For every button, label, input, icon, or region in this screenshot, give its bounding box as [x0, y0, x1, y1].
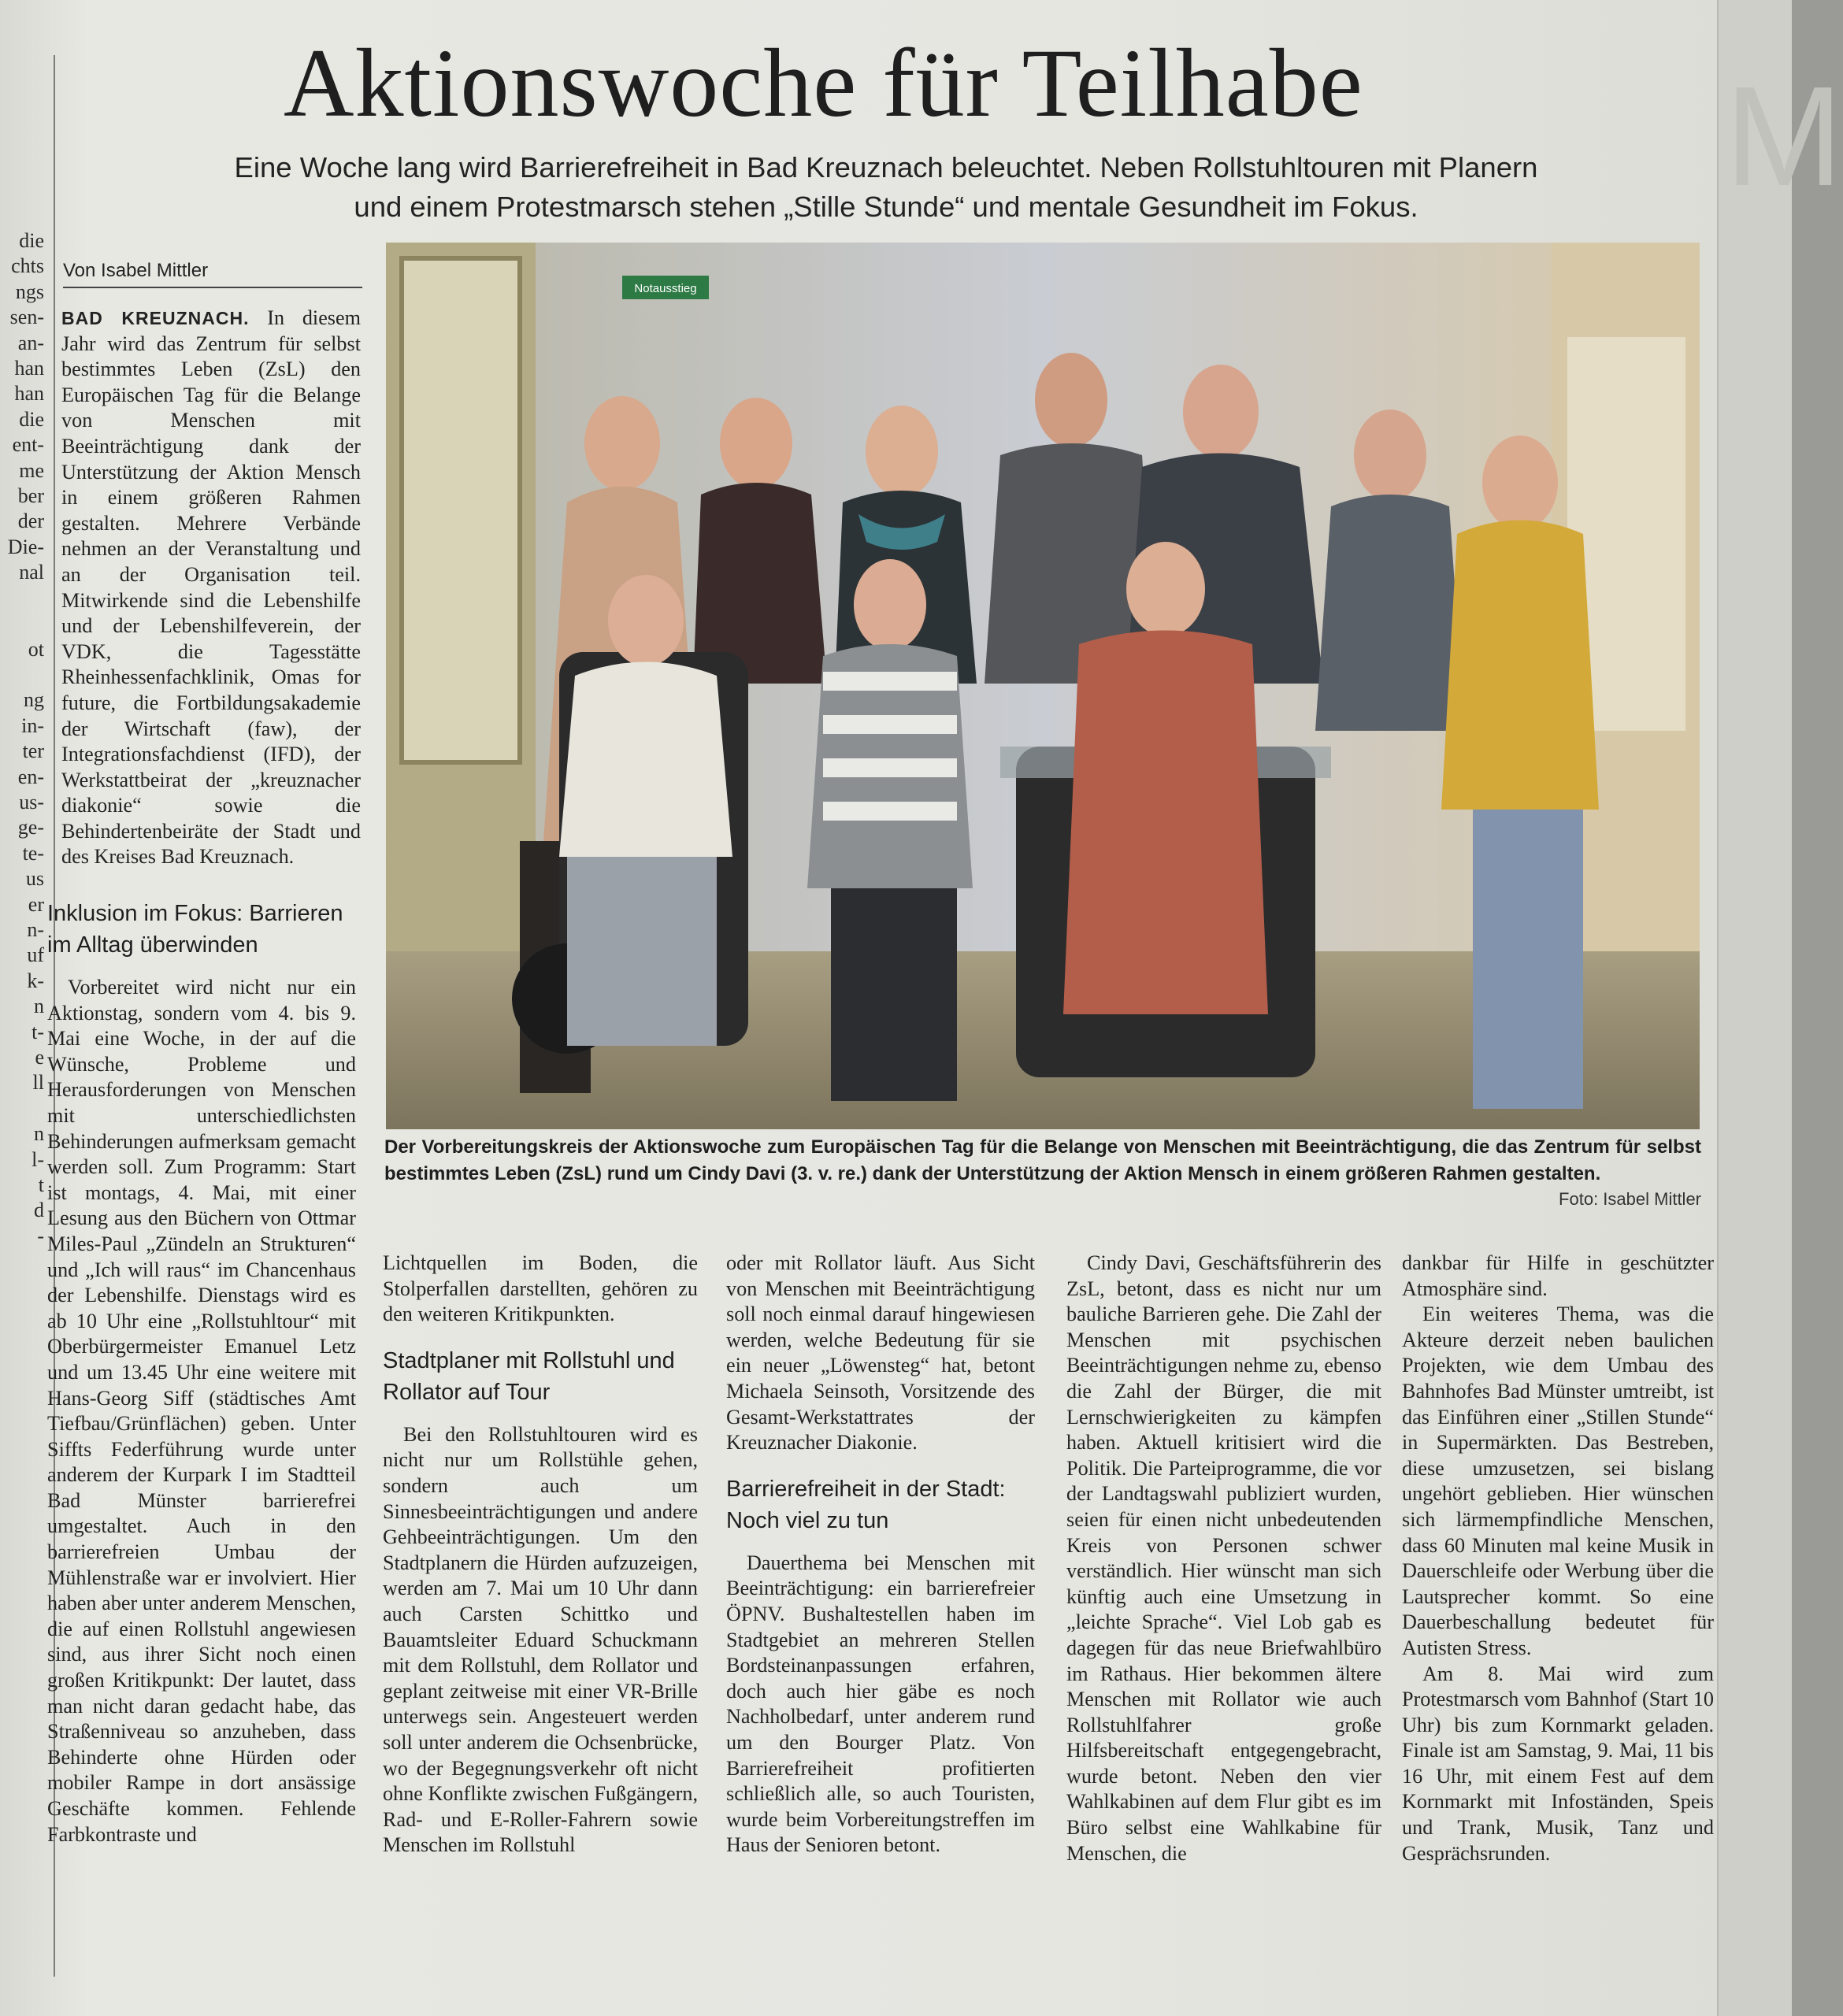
subheadline-line-1: Eine Woche lang wird Barrierefreiheit in Bad Kreuznach beleuchtet. Neben Rollstuhltouren mit Planern — [234, 151, 1538, 183]
neighbor-fragment: t- — [32, 1020, 44, 1043]
column-2-continuation: Lichtquellen im Boden, die Stolperfallen darstellten, gehören zu den weiteren Kritikpunkten. — [383, 1251, 698, 1326]
neighbor-fragment: d — [34, 1199, 44, 1222]
paragraph-rollstuhltouren: Bei den Rollstuhltouren wird es nicht nur um Rollstühle gehen, sondern auch um Sinnesbeeinträchtigungen und andere Gehbeeinträchtigungen. Um den Stadtplanern die Hürden aufzuzeigen, werden am 7. Mai um 10 Uhr dann auch Carsten Schittko und Bauamtsleiter Eduard Schuckmann mit dem Rollstuhl, dem Rollator und geplant zeitweise mit einer VR-Brille unterwegs sein. Angesteuert werden soll unter anderem die Ochsenbrücke, wo der Begegnungsverkehr oft nicht ohne Konflikte zwischen Fußgängern, Rad- und E-Roller-Fahrern sowie Menschen im Rollstuhl — [383, 1422, 698, 1857]
emergency-exit-sign: Notausstieg — [634, 282, 697, 295]
photo-caption: Der Vorbereitungskreis der Aktionswoche zum Europäischen Tag für die Belange von Menschen mit Beeinträchtigung, die das Zentrum für selbst bestimmtes Leben (ZsL) rund um Cindy Davi (3. v. re.) dank der Unterstützung der Aktion Mensch in einem größeren Rahmen gestalten. — [384, 1136, 1701, 1184]
neighbor-fragment — [0, 1096, 49, 1121]
neighbor-fragment: en- — [17, 765, 44, 788]
column-5-continuation: dankbar für Hilfe in geschützter Atmosphäre sind. — [1402, 1251, 1714, 1300]
adjacent-page-edge — [1717, 0, 1792, 2016]
neighbor-fragment: n — [34, 995, 44, 1018]
column-1 — [61, 306, 361, 870]
neighbor-fragment: er — [28, 892, 44, 916]
neighbor-fragment: Die- — [7, 535, 44, 558]
paragraph-protestmarsch: Am 8. Mai wird zum Protestmarsch vom Bahnhof (Start 10 Uhr) bis zum Kornmarkt geladen. Finale ist am Samstag, 9. Mai, 11 bis 16 Uhr, mit einem Fest auf dem Kornmarkt mit Infoständen, Speis und Trank, Musik, Tanz und Gesprächsrunden. — [1402, 1662, 1714, 1865]
neighbor-fragment: die — [19, 407, 44, 431]
neighbor-fragment — [0, 662, 49, 687]
adjacent-page-heading: M — [1725, 57, 1843, 216]
column-3-continuation: oder mit Rollator läuft. Aus Sicht von Menschen mit Beeinträchtigung soll noch einmal darauf hingewiesen werden, welche Bedeutung für sie ein neuer „Löwensteg“ hat, betont Michaela Seinsoth, Vorsitzende des Gesamt-Werkstattrates der Kreuznacher Diakonie. — [726, 1251, 1035, 1455]
neighbor-fragment: e — [35, 1046, 44, 1069]
neighbor-fragment: han — [14, 382, 44, 406]
neighbor-fragment: l- — [32, 1147, 44, 1171]
subheading-barrierefreiheit: Barrierefreiheit in der Stadt: Noch viel zu tun — [726, 1476, 1006, 1533]
neighbor-fragment: ter — [22, 739, 44, 763]
neighbor-fragment: te- — [22, 841, 44, 865]
neighbor-fragment: ll — [32, 1071, 44, 1095]
neighbor-fragment: an- — [17, 331, 44, 354]
neighbor-fragment: in- — [21, 713, 44, 737]
neighbor-fragment: t — [38, 1173, 44, 1197]
neighbor-fragment — [0, 586, 49, 611]
column-4 — [1066, 1251, 1381, 1866]
neighbor-fragment: us — [25, 867, 44, 891]
paragraph-stille-stunde: Ein weiteres Thema, was die Akteure derzeit neben baulichen Projekten, wie dem Umbau des Bahnhofes Bad Münster umtreibt, ist das Einführen einer „Stillen Stunde“ in Supermärkten. Das Bestreben, diese umzusetzen, sei bislang ungehört geblieben. Hier wünschen sich lärmempfindliche Menschen, dass 60 Minuten mal keine Musik in Dauerschleife oder Werbung über die Lautsprecher kommt. So eine Dauerbeschallung bedeutet für Autisten Stress. — [1402, 1303, 1714, 1659]
neighbor-column-fragments — [0, 228, 49, 1984]
neighbor-fragment: der — [17, 510, 44, 533]
neighbor-fragment: sen- — [9, 306, 44, 329]
neighbor-fragment: us- — [19, 790, 44, 813]
neighbor-fragment: ber — [17, 484, 44, 508]
intro-text: In diesem Jahr wird das Zentrum für selbst bestimmtes Leben (ZsL) den Europäischen Tag für die Belange von Menschen mit Beeinträchtigung dank der Unterstützung der Aktion Mensch in einem größeren Rahmen gestalten. Mehrere Verbände nehmen an der Veranstaltung und an der Organisation teil. Mitwirkende sind die Lebenshilfe und der Lebenshilfeverein, der VDK, die Tagesstätte Rheinhessenfachklinik, Omas for future, die Fortbildungsakademie der Wirtschaft (faw), der Integrationsfachdienst (IFD), der Werkstattbeirat der „kreuznacher diakonie“ sowie die Behindertenbeiräte der Stadt und des Kreises Bad Kreuznach. — [61, 306, 361, 869]
dateline: BAD KREUZNACH. — [61, 308, 250, 328]
subheading-stadtplaner: Stadtplaner mit Rollstuhl und Rollator auf Tour — [383, 1347, 675, 1405]
group-photo — [386, 243, 1700, 1129]
neighbor-fragment: - — [37, 1224, 44, 1247]
column-5 — [1402, 1251, 1714, 1866]
neighbor-fragment: chts — [11, 254, 44, 278]
headline: Aktionswoche für Teilhabe — [284, 29, 1363, 137]
column-2 — [383, 1251, 698, 1858]
neighbor-fragment — [0, 611, 49, 636]
paragraph-oepnv: Dauerthema bei Menschen mit Beeinträchtigung: ein barrierefreier ÖPNV. Bushaltestellen haben im Stadtgebiet an mehreren Stellen Bordsteinanpassungen erfahren, doch auch hier gäbe es noch Nachholbedarf, unter anderem rund um den Bourger Platz. Von Barrierefreiheit profitierten schließlich alle, so auch Touristen, wurde beim Vorbereitungstreffen im Haus der Senioren betont. — [726, 1551, 1035, 1857]
neighbor-fragment: k- — [27, 969, 44, 992]
neighbor-fragment: die — [19, 229, 44, 252]
neighbor-fragment: ge- — [17, 816, 44, 839]
neighbor-fragment: n- — [27, 917, 44, 941]
group-photo-illustration — [386, 243, 1700, 1129]
photo-credit: Foto: Isabel Mittler — [1559, 1189, 1701, 1209]
neighbor-fragment: n — [34, 1122, 44, 1146]
paragraph-cindy-davi: Cindy Davi, Geschäftsführerin des ZsL, betont, dass es nicht nur um bauliche Barrieren gehe. Die Zahl der Menschen mit psychischen Beeinträchtigungen nehme zu, ebenso die Zahl der Bürger, die mit Lernschwierigkeiten zu kämpfen haben. Aktuell kritisiert wird die Politik. Die Parteiprogramme, die vor der Landtagswahl publiziert wurden, seien für einen nicht unbedeutenden Kreis von Personen schwer verständlich. Hier wünscht man sich künftig auch eine Umsetzung in „leichte Sprache“. Viel Lob gab es dagegen für das neue Briefwahlbüro im Rathaus. Hier bekommen ältere Menschen mit Rollator wie auch Rollstuhlfahrer große Hilfsbereitschaft entgegengebracht, wurde betont. Neben den vier Wahlkabinen auf dem Flur gibt es im Büro selbst eine Wahlkabine für Menschen, die — [1066, 1251, 1381, 1865]
intro-paragraph — [61, 306, 361, 870]
neighbor-fragment: ent- — [12, 433, 44, 457]
column-3 — [726, 1251, 1035, 1858]
neighbor-fragment: ng — [24, 688, 44, 712]
neighbor-fragment: ot — [28, 637, 44, 661]
neighbor-fragment: uf — [27, 943, 44, 967]
subheading-inklusion: Inklusion im Fokus: Barrieren im Alltag überwinden — [47, 901, 343, 958]
byline: Von Isabel Mittler — [63, 260, 362, 288]
neighbor-fragment: me — [19, 458, 44, 482]
subheadline-line-2: und einem Protestmarsch stehen „Stille Stunde“ und mentale Gesundheit im Fokus. — [354, 191, 1418, 223]
subheadline — [118, 148, 1654, 227]
neighbor-fragment: nal — [19, 561, 44, 584]
neighbor-fragment: han — [14, 357, 44, 380]
neighbor-fragment: ngs — [15, 280, 44, 303]
paragraph-program: Vorbereitet wird nicht nur ein Aktionstag, sondern vom 4. bis 9. Mai eine Woche, in der auf die Wünsche, Probleme und Herausforderungen von Menschen mit unterschiedlichsten Behinderungen aufmerksam gemacht werden soll. Zum Programm: Start ist montags, 4. Mai, mit einer Lesung aus den Büchern von Ottmar Miles-Paul „Zündeln an Strukturen“ und „Ich will raus“ im Chancenhaus der Lebenshilfe. Dienstags wird es ab 10 Uhr eine „Rollstuhltour“ mit Oberbürgermeister Emanuel Letz und um 13.45 Uhr eine weitere mit Hans-Georg Siff (städtisches Amt Tiefbau/Grünflächen) geben. Unter Siffts Federführung wurde unter anderem der Kurpark I im Stadtteil Bad Münster barrierefrei umgestaltet. Auch in den barrierefreien Umbau der Mühlenstraße war er involviert. Hier haben aber unter anderem Menschen, die auf einen Rollstuhl angewiesen sind, aus ihrer Sicht noch einen großen Kritikpunkt: Der lautet, dass man nicht daran gedacht habe, das Straßenniveau so anzuheben, dass Behinderte ohne Hürden oder mobiler Rampe in dort ansässige Geschäfte kommen. Fehlende Farbkontraste und — [47, 976, 356, 1846]
column-1-lower — [47, 898, 356, 1847]
